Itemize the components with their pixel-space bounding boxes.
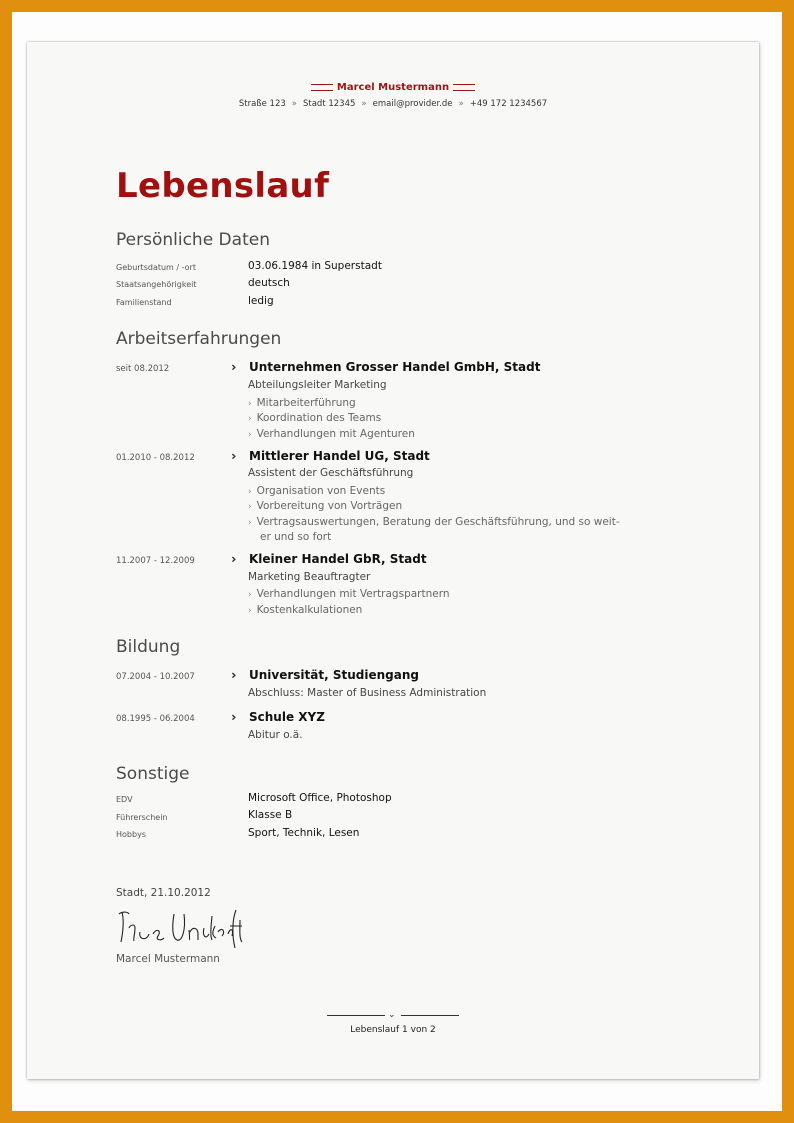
other-value: Sport, Technik, Lesen xyxy=(248,827,360,839)
section-heading-other: Sonstige xyxy=(116,764,190,784)
other-label: EDV xyxy=(116,795,133,804)
double-chevron-icon: ›› xyxy=(231,710,233,724)
bullet-chevron-icon: › xyxy=(248,487,252,497)
signer-name: Marcel Mustermann xyxy=(116,953,220,965)
bullet-chevron-icon: › xyxy=(248,518,252,528)
header-decoration-right xyxy=(453,84,475,91)
page-title: Lebenslauf xyxy=(116,166,330,206)
work-date: 01.2010 - 08.2012 xyxy=(116,453,195,463)
work-item: › Kostenkalkulationen xyxy=(248,604,363,616)
double-chevron-icon: ›› xyxy=(231,552,233,566)
other-label: Führerschein xyxy=(116,813,168,822)
education-date: 07.2004 - 10.2007 xyxy=(116,672,195,682)
work-role: Abteilungsleiter Marketing xyxy=(248,379,387,391)
work-date: seit 08.2012 xyxy=(116,364,170,374)
work-item: › Vertragsauswertungen, Beratung der Geschäftsführung, und so weit- xyxy=(248,516,620,528)
signature-image xyxy=(114,906,250,952)
education-title: ›› Universität, Studiengang xyxy=(231,668,419,682)
work-item: › Koordination des Teams xyxy=(248,412,382,424)
other-value: Klasse B xyxy=(248,809,293,821)
education-title: ›› Schule XYZ xyxy=(231,710,325,724)
education-date: 08.1995 - 06.2004 xyxy=(116,714,195,724)
education-detail: Abschluss: Master of Business Administration xyxy=(248,687,487,699)
chevron-right-icon: » xyxy=(458,99,464,109)
personal-value: ledig xyxy=(248,295,274,307)
footer-rule-right xyxy=(401,1015,459,1016)
chevron-down-icon: ⌄ xyxy=(388,1010,396,1020)
work-item: › Organisation von Events xyxy=(248,485,386,497)
header-name-row xyxy=(27,82,759,93)
double-chevron-icon: ›› xyxy=(231,668,233,682)
work-item: › Verhandlungen mit Vertragspartnern xyxy=(248,588,450,600)
work-role: Assistent der Geschäftsführung xyxy=(248,467,414,479)
education-detail: Abitur o.ä. xyxy=(248,729,303,741)
contact-city: Stadt 12345 xyxy=(303,99,356,109)
work-item-continuation: er und so fort xyxy=(260,531,332,543)
double-chevron-icon: ›› xyxy=(231,360,233,374)
section-heading-personal: Persönliche Daten xyxy=(116,230,270,250)
footer-rule-left xyxy=(327,1015,385,1016)
personal-value: deutsch xyxy=(248,277,290,289)
section-heading-work: Arbeitserfahrungen xyxy=(116,329,282,349)
bullet-chevron-icon: › xyxy=(248,502,252,512)
work-role: Marketing Beauftragter xyxy=(248,571,371,583)
chevron-right-icon: » xyxy=(291,99,297,109)
personal-label: Familienstand xyxy=(116,298,172,307)
contact-phone: +49 172 1234567 xyxy=(469,99,548,109)
bullet-chevron-icon: › xyxy=(248,606,252,616)
work-title: ›› Unternehmen Grosser Handel GmbH, Stadt xyxy=(231,360,541,374)
double-chevron-icon: ›› xyxy=(231,449,233,463)
work-date: 11.2007 - 12.2009 xyxy=(116,556,195,566)
bullet-chevron-icon: › xyxy=(248,590,252,600)
header-name: Marcel Mustermann xyxy=(336,82,450,93)
header-contact xyxy=(27,99,759,109)
work-item: › Vorbereitung von Vorträgen xyxy=(248,500,403,512)
personal-value: 03.06.1984 in Superstadt xyxy=(248,260,382,272)
contact-street: Straße 123 xyxy=(238,99,286,109)
section-heading-education: Bildung xyxy=(116,637,181,657)
cv-page xyxy=(27,42,759,1079)
other-label: Hobbys xyxy=(116,830,146,839)
chevron-right-icon: » xyxy=(361,99,367,109)
work-item: › Verhandlungen mit Agenturen xyxy=(248,428,415,440)
bullet-chevron-icon: › xyxy=(248,430,252,440)
bullet-chevron-icon: › xyxy=(248,399,252,409)
work-title: ›› Kleiner Handel GbR, Stadt xyxy=(231,552,427,566)
other-value: Microsoft Office, Photoshop xyxy=(248,792,392,804)
page-counter: Lebenslauf 1 von 2 xyxy=(350,1025,436,1035)
personal-label: Staatsangehörigkeit xyxy=(116,280,197,289)
header-decoration-left xyxy=(311,84,333,91)
place-date: Stadt, 21.10.2012 xyxy=(116,887,211,899)
work-title: ›› Mittlerer Handel UG, Stadt xyxy=(231,449,430,463)
bullet-chevron-icon: › xyxy=(248,414,252,424)
contact-email[interactable]: email@provider.de xyxy=(372,99,453,109)
personal-label: Geburtsdatum / -ort xyxy=(116,263,196,272)
work-item: › Mitarbeiterführung xyxy=(248,397,356,409)
